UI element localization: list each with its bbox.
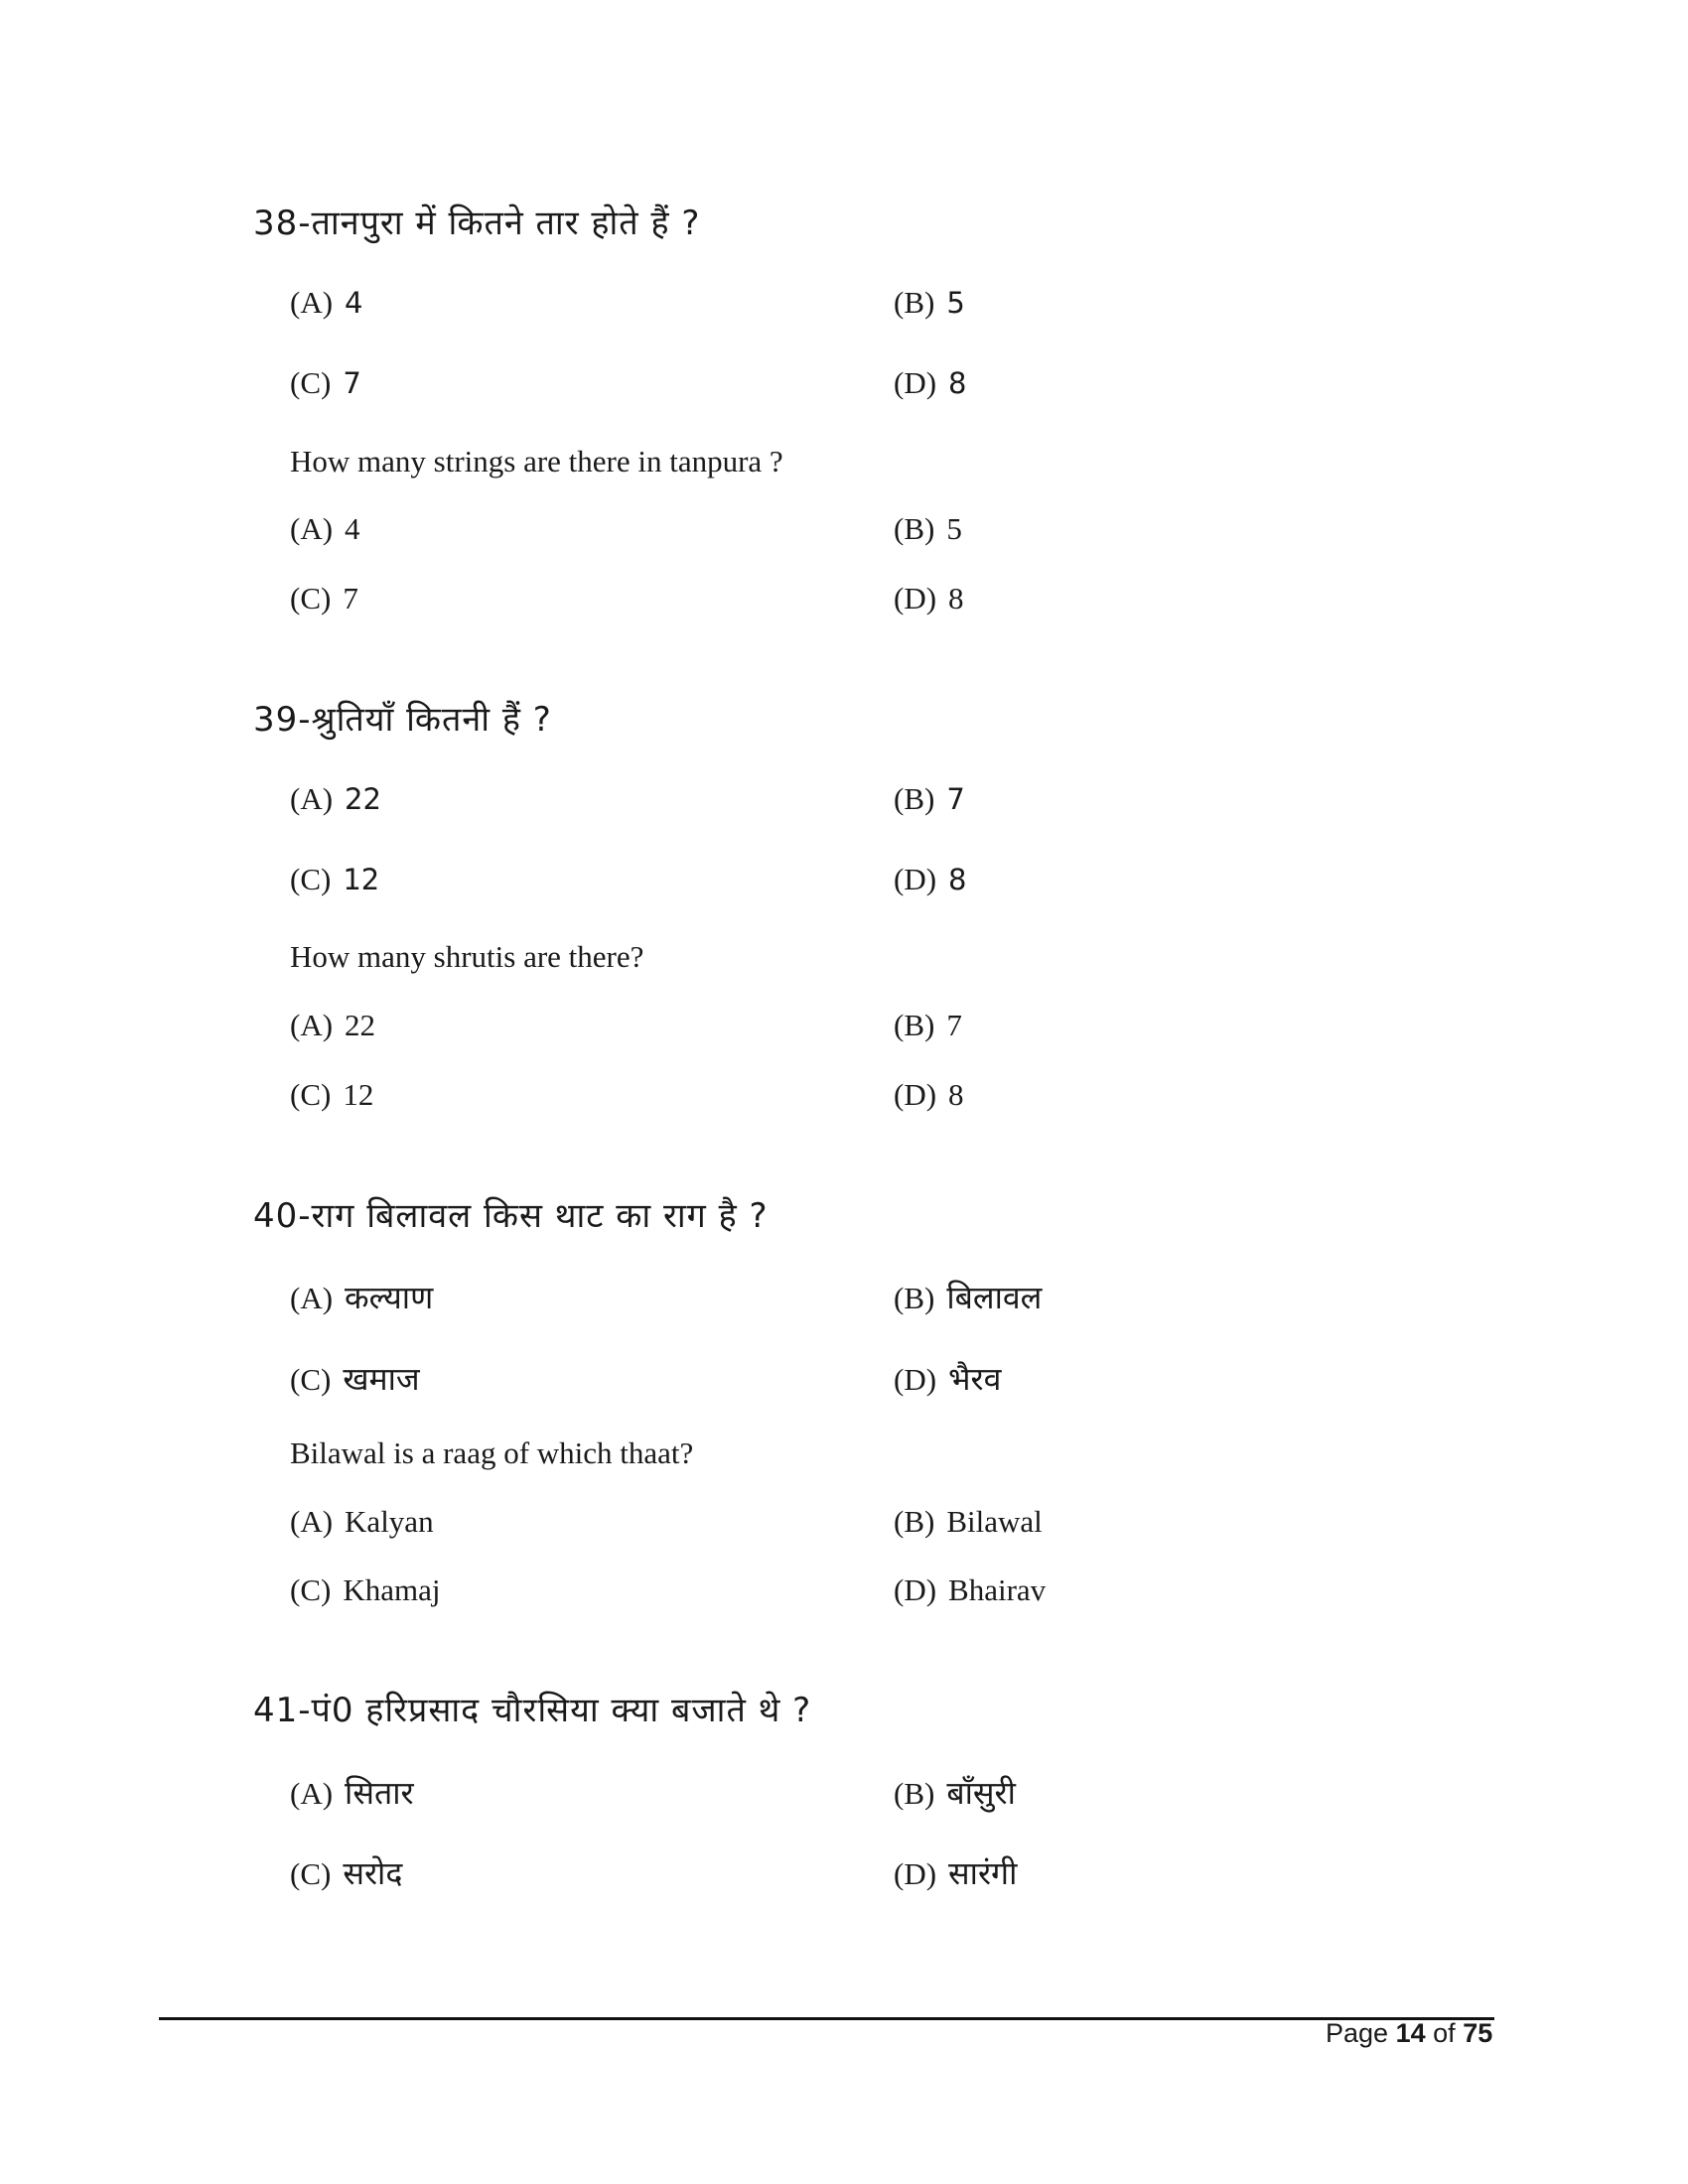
option-value: 8	[948, 581, 964, 615]
q38-en-option-d	[894, 581, 964, 616]
question-38-hindi: 38-तानपुरा में कितने तार होते हैं ?	[253, 204, 701, 243]
option-label: (A)	[290, 285, 334, 320]
option-value: 7	[343, 366, 361, 400]
option-label: (B)	[894, 781, 935, 816]
option-label: (C)	[290, 862, 332, 896]
option-value: सरोद	[343, 1854, 403, 1892]
page-word: Page	[1326, 2018, 1389, 2048]
q41-hi-option-c	[290, 1851, 402, 1894]
option-label: (B)	[894, 285, 935, 320]
q39-en-option-b	[894, 1008, 962, 1043]
option-value: खमाज	[343, 1360, 420, 1398]
option-value: सारंगी	[948, 1854, 1018, 1892]
option-label: (A)	[290, 1008, 334, 1042]
option-value: 5	[946, 511, 962, 546]
q39-hi-option-a	[290, 781, 381, 817]
question-38-english: How many strings are there in tanpura ?	[290, 444, 783, 478]
option-label: (C)	[290, 365, 332, 400]
option-value: 7	[343, 581, 358, 615]
option-value: 12	[343, 1077, 374, 1112]
option-value: बिलावल	[946, 1279, 1043, 1316]
page-number	[1326, 2018, 1492, 2049]
option-label: (B)	[894, 1776, 935, 1811]
question-40-hindi: 40-राग बिलावल किस थाट का राग है ?	[253, 1196, 769, 1236]
q40-en-option-b	[894, 1504, 1043, 1540]
q39-en-option-a	[290, 1008, 375, 1043]
question-41-hindi: 41-पं0 हरिप्रसाद चौरसिया क्या बजाते थे ?	[253, 1691, 812, 1730]
q38-en-option-a	[290, 511, 360, 547]
q40-hi-option-c	[290, 1357, 420, 1400]
q39-en-option-c	[290, 1077, 373, 1113]
option-label: (A)	[290, 781, 334, 816]
option-value: 4	[345, 286, 363, 320]
option-label: (C)	[290, 581, 332, 615]
footer-divider	[159, 2017, 1494, 2020]
option-value: Bhairav	[948, 1572, 1047, 1607]
option-label: (A)	[290, 1281, 334, 1315]
option-value: Kalyan	[345, 1504, 434, 1539]
option-label: (C)	[290, 1077, 332, 1112]
option-label: (A)	[290, 511, 334, 546]
q39-hi-option-b	[894, 781, 965, 817]
option-label: (C)	[290, 1856, 332, 1891]
q38-hi-option-d	[894, 365, 967, 401]
option-value: 7	[946, 782, 965, 816]
q38-en-option-b	[894, 511, 962, 547]
option-value: Khamaj	[343, 1572, 441, 1607]
q38-en-option-c	[290, 581, 358, 616]
q39-hi-option-c	[290, 862, 379, 897]
q38-hi-option-b	[894, 285, 965, 321]
q41-hi-option-d	[894, 1851, 1017, 1894]
option-value: बाँसुरी	[946, 1774, 1016, 1812]
question-39-hindi: 39-श्रुतियाँ कितनी हैं ?	[253, 700, 552, 740]
option-value: 8	[948, 1077, 964, 1112]
option-label: (A)	[290, 1504, 334, 1539]
option-label: (D)	[894, 1856, 937, 1891]
option-value: 4	[345, 511, 360, 546]
question-40-english: Bilawal is a raag of which thaat?	[290, 1435, 694, 1470]
option-label: (D)	[894, 862, 937, 896]
option-value: सितार	[345, 1774, 414, 1812]
option-value: 8	[948, 366, 967, 400]
option-label: (D)	[894, 1077, 937, 1112]
option-value: 7	[946, 1008, 962, 1042]
option-value: 22	[345, 1008, 376, 1042]
q41-hi-option-b	[894, 1771, 1016, 1814]
option-label: (D)	[894, 365, 937, 400]
option-label: (B)	[894, 1504, 935, 1539]
option-label: (D)	[894, 1362, 937, 1397]
option-value: 12	[343, 863, 380, 896]
option-label: (D)	[894, 581, 937, 615]
option-label: (A)	[290, 1776, 334, 1811]
option-label: (B)	[894, 1281, 935, 1315]
question-39-english: How many shrutis are there?	[290, 939, 644, 974]
q40-en-option-c	[290, 1572, 440, 1608]
option-label: (B)	[894, 511, 935, 546]
option-value: कल्याण	[345, 1279, 434, 1316]
option-value: भैरव	[948, 1360, 1002, 1398]
option-value: 22	[345, 782, 381, 816]
q38-hi-option-c	[290, 365, 361, 401]
q40-en-option-d	[894, 1572, 1046, 1608]
q38-hi-option-a	[290, 285, 363, 321]
q40-hi-option-d	[894, 1357, 1001, 1400]
q40-en-option-a	[290, 1504, 434, 1540]
option-label: (C)	[290, 1362, 332, 1397]
q39-en-option-d	[894, 1077, 964, 1113]
q41-hi-option-a	[290, 1771, 414, 1814]
option-value: Bilawal	[946, 1504, 1043, 1539]
option-value: 5	[946, 286, 965, 320]
current-page: 14	[1395, 2018, 1426, 2048]
q39-hi-option-d	[894, 862, 967, 897]
option-label: (D)	[894, 1572, 937, 1607]
of-word: of	[1433, 2018, 1456, 2048]
option-label: (C)	[290, 1572, 332, 1607]
q40-hi-option-a	[290, 1276, 433, 1318]
total-pages: 75	[1463, 2018, 1493, 2048]
option-value: 8	[948, 863, 967, 896]
q40-hi-option-b	[894, 1276, 1042, 1318]
option-label: (B)	[894, 1008, 935, 1042]
